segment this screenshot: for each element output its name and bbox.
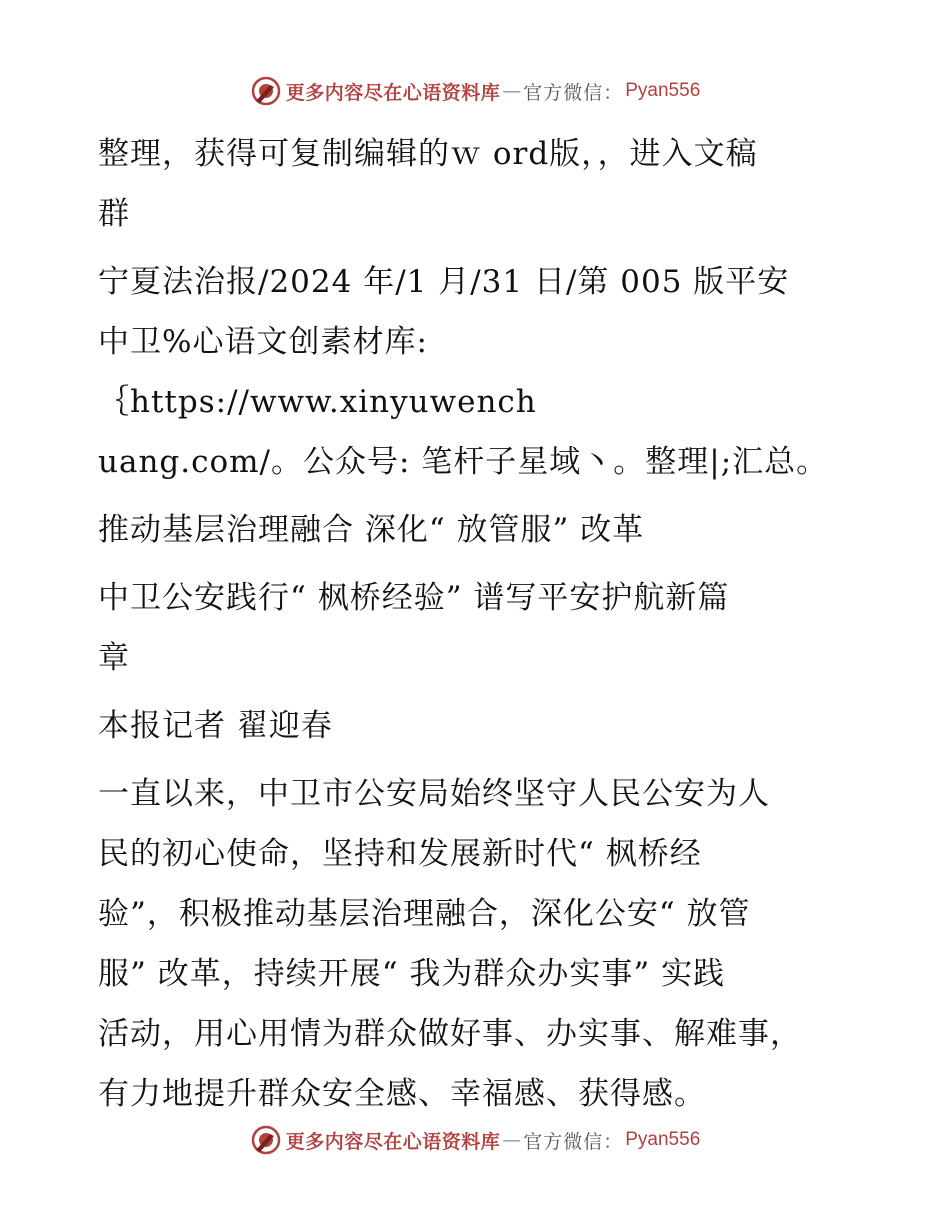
footer-banner xyxy=(0,1123,950,1157)
banner-official-label: 官方微信： xyxy=(523,81,624,104)
text-line: 章 xyxy=(98,640,130,676)
paragraph-source xyxy=(98,252,858,492)
text-line: 中卫%心语文创素材库:｛https://www.xinyuwench xyxy=(98,324,537,420)
document-body xyxy=(98,124,858,1124)
banner-text: 更多内容尽在心语资料库 xyxy=(285,81,501,104)
pen-logo-icon xyxy=(250,1124,282,1156)
text-line: 中卫公安践行“ 枫桥经验” 谱写平安护航新篇 xyxy=(98,580,730,616)
banner-dash: — xyxy=(502,1129,522,1151)
headline-sub xyxy=(98,500,858,560)
pen-logo-icon xyxy=(250,75,282,107)
banner-dash: — xyxy=(502,80,522,102)
text-line: uang.com/。公众号: 笔杆子星域丶。整理|;汇总。 xyxy=(98,444,829,480)
byline xyxy=(98,696,858,756)
text-line: 本报记者 翟迎春 xyxy=(98,708,333,744)
text-line: 宁夏法治报/2024 年/1 月/31 日/第 005 版平安 xyxy=(98,264,790,300)
text-line: 整理，获得可复制编辑的ｗ ord版，，进入文稿 xyxy=(98,136,758,172)
text-line: 活动，用心用情为群众做好事、办实事、解难事， xyxy=(98,1016,802,1052)
header-banner xyxy=(0,74,950,108)
text-line: 验”，积极推动基层治理融合，深化公安“ 放管 xyxy=(98,896,751,932)
text-line: 一直以来，中卫市公安局始终坚守人民公安为人 xyxy=(98,776,770,812)
banner-wechat-handle: Pyan556 xyxy=(625,80,701,101)
paragraph-body xyxy=(98,764,858,1124)
banner-wechat-handle: Pyan556 xyxy=(625,1129,701,1150)
headline-main xyxy=(98,568,858,688)
text-line: 服” 改革，持续开展“ 我为群众办实事” 实践 xyxy=(98,956,726,992)
paragraph-intro xyxy=(98,124,858,244)
text-line: 群 xyxy=(98,196,130,232)
text-line: 有力地提升群众安全感、幸福感、获得感。 xyxy=(98,1076,706,1112)
banner-official-label: 官方微信： xyxy=(523,1130,624,1153)
banner-text: 更多内容尽在心语资料库 xyxy=(285,1130,501,1153)
text-line: 推动基层治理融合 深化“ 放管服” 改革 xyxy=(98,512,645,548)
text-line: 民的初心使命，坚持和发展新时代“ 枫桥经 xyxy=(98,836,702,872)
